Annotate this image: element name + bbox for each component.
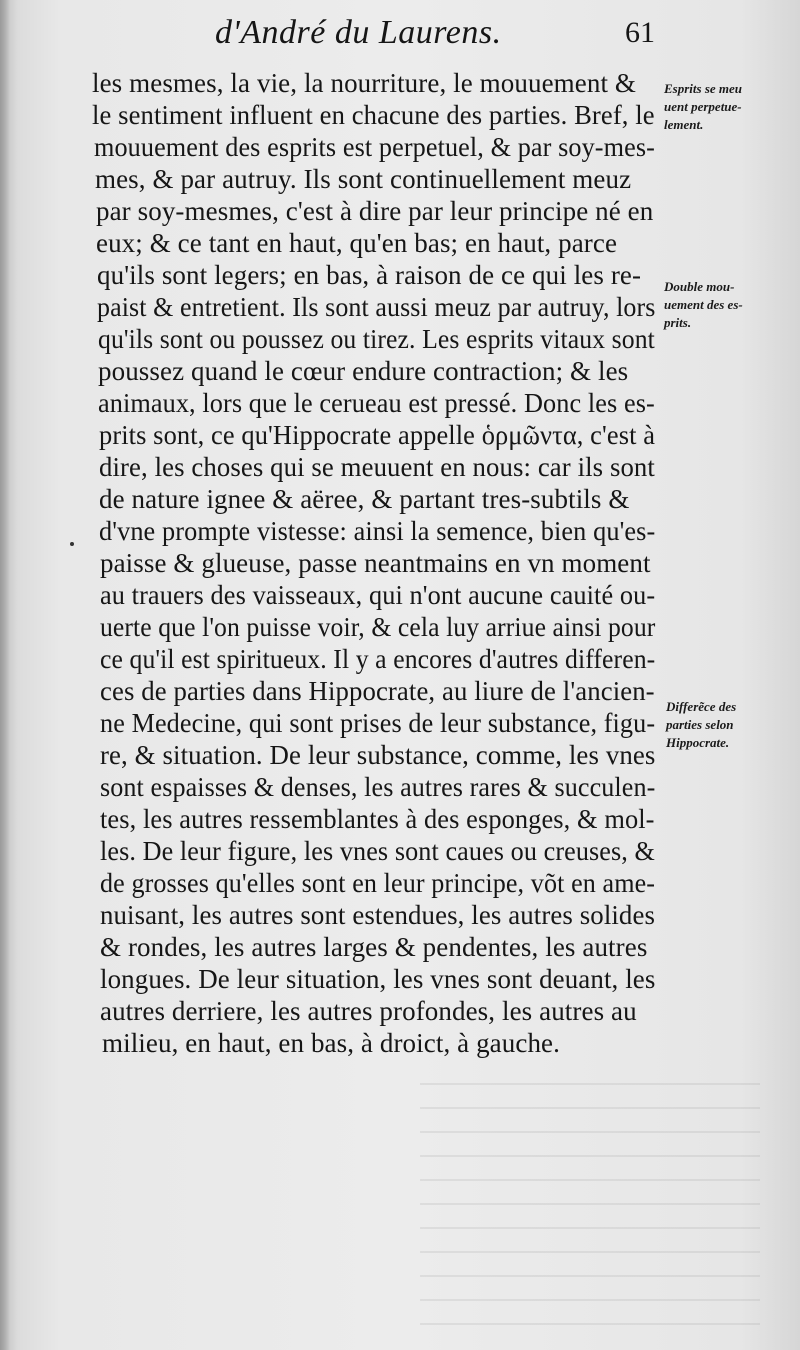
margin-note-esprits bbox=[664, 80, 742, 134]
margin-note-line: Differẽce des bbox=[666, 699, 737, 714]
margin-note-double-mouuement bbox=[664, 278, 743, 332]
text-line: par soy-mesmes, c'est à dire par leur principe né en bbox=[96, 196, 654, 226]
text-line: dire, les choses qui se meuuent en nous: car ils sont bbox=[99, 452, 655, 482]
text-line: les. De leur figure, les vnes sont caues ou creuses, & bbox=[100, 836, 655, 866]
text-line: autres derriere, les autres profondes, les autres au bbox=[100, 996, 637, 1026]
text-line: ce qu'il est spiritueux. Il y a encores d'autres differen- bbox=[100, 644, 656, 674]
text-line: tes, les autres ressemblantes à des esponges, & mol- bbox=[100, 804, 655, 834]
text-line: & rondes, les autres larges & pendentes, les autres bbox=[100, 932, 648, 962]
text-line: le sentiment influent en chacune des parties. Bref, le bbox=[92, 100, 655, 130]
show-through-bleed bbox=[420, 1075, 760, 1325]
margin-note-line: prits. bbox=[664, 315, 692, 330]
margin-note-line: Hippocrate. bbox=[666, 735, 730, 750]
margin-note-line: uent perpetue- bbox=[664, 99, 742, 114]
margin-note-line: uement des es- bbox=[664, 297, 743, 312]
margin-note-line: parties selon bbox=[666, 717, 734, 732]
text-line: poussez quand le cœur endure contraction; & les bbox=[98, 356, 629, 386]
text-line: paisse & glueuse, passe neantmains en vn moment bbox=[100, 548, 651, 578]
margin-note-line: Esprits se meu bbox=[664, 81, 743, 96]
ink-speck bbox=[70, 542, 74, 546]
text-line: uerte que l'on puisse voir, & cela luy arriue ainsi pour bbox=[100, 612, 656, 642]
text-line: les mesmes, la vie, la nourriture, le mouuement & bbox=[92, 68, 637, 98]
text-line: paist & entretient. Ils sont aussi meuz par autruy, lors bbox=[97, 292, 656, 322]
text-line: animaux, lors que le cerueau est pressé. Donc les es- bbox=[98, 388, 655, 418]
text-line: qu'ils sont ou poussez ou tirez. Les esprits vitaux sont bbox=[98, 324, 655, 354]
text-line: mouuement des esprits est perpetuel, & par soy-mes- bbox=[94, 132, 655, 162]
margin-note-line: Double mou- bbox=[664, 279, 735, 294]
text-line: longues. De leur situation, les vnes sont deuant, les bbox=[100, 964, 656, 994]
text-line: de nature ignee & aëree, & partant tres-subtils & bbox=[99, 484, 630, 514]
text-line: mes, & par autruy. Ils sont continuellement meuz bbox=[95, 164, 632, 194]
margin-note-difference-parties bbox=[666, 698, 736, 752]
text-line: nuisant, les autres sont estendues, les autres solides bbox=[100, 900, 656, 930]
text-line: de grosses qu'elles sont en leur principe, võt en ame- bbox=[100, 868, 656, 898]
text-line: sont espaisses & denses, les autres rares & succulen- bbox=[100, 772, 656, 802]
text-line: qu'ils sont legers; en bas, à raison de ce qui les re- bbox=[97, 260, 642, 290]
text-line: re, & situation. De leur substance, comme, les vnes bbox=[100, 740, 656, 770]
text-line: milieu, en haut, en bas, à droict, à gauche. bbox=[102, 1028, 560, 1058]
running-title: d'André du Laurens. bbox=[215, 14, 502, 51]
text-line: eux; & ce tant en haut, qu'en bas; en haut, parce bbox=[96, 228, 618, 258]
text-line: prits sont, ce qu'Hippocrate appelle ὁρμῶντα, c'est à bbox=[99, 420, 656, 450]
text-line: au trauers des vaisseaux, qui n'ont aucune cauité ou- bbox=[100, 580, 656, 610]
text-line: ne Medecine, qui sont prises de leur substance, figu- bbox=[100, 708, 656, 738]
text-line: d'vne prompte vistesse: ainsi la semence, bien qu'es- bbox=[99, 516, 656, 546]
running-head bbox=[215, 14, 775, 62]
margin-note-line: lement. bbox=[664, 117, 704, 132]
text-line: ces de parties dans Hippocrate, au liure de l'ancien- bbox=[100, 676, 655, 706]
page-number: 61 bbox=[625, 16, 655, 49]
